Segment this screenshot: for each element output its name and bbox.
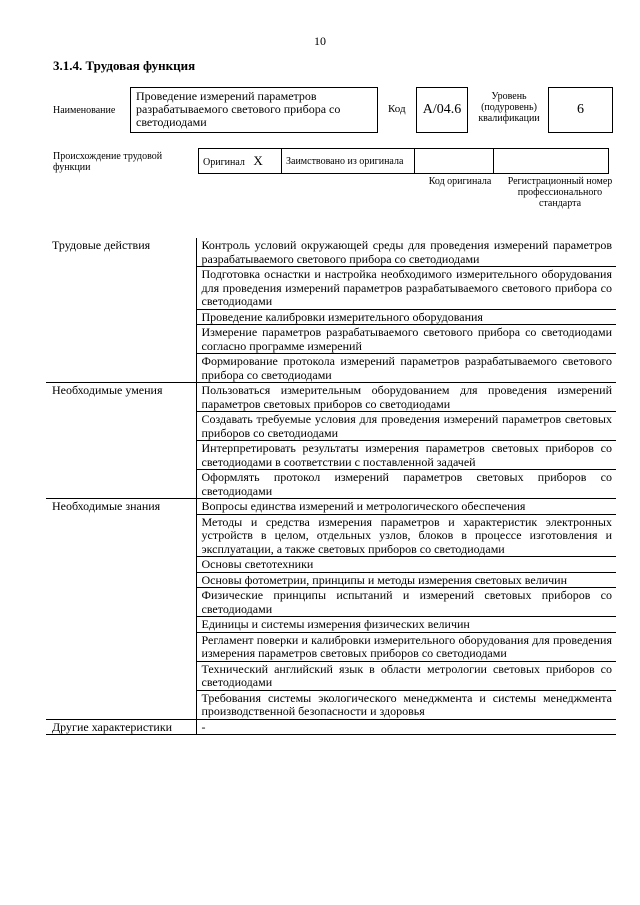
section-item: Подготовка оснастки и настройка необходимого измерительного оборудования для проведения измерений параметров разрабатываемого светового прибора со светодиодами: [196, 267, 616, 310]
section-item: Основы светотехники: [196, 557, 616, 573]
level-box: [548, 87, 613, 133]
section-item: Технический английский язык в области метрологии световых приборов со светодиодами: [196, 661, 616, 690]
level-value: 6: [577, 102, 584, 117]
section-item: Пользоваться измерительным оборудованием для проведения измерений параметров световых приборов со светодиодами: [196, 383, 616, 412]
section-item: Вопросы единства измерений и метрологического обеспечения: [196, 499, 616, 515]
section-item: Интерпретировать результаты измерения параметров световых приборов со светодиодами в соответствии с поставленной задачей: [196, 441, 616, 470]
code-value: А/04.6: [422, 102, 462, 117]
name-label: Наименование: [53, 105, 116, 116]
section-category: Необходимые знания: [46, 499, 196, 720]
section-category: Трудовые действия: [46, 238, 196, 383]
origin-table: [198, 148, 609, 174]
code-label: Код: [388, 103, 406, 115]
table-row: [46, 499, 616, 515]
function-details-table: [46, 238, 616, 735]
section-item: Методы и средства измерения параметров и характеристик электронных устройств в целом, отдельных узлов, блоков в процессе изготовления и эксплуатации, а также световых приборов со светодиодами: [196, 514, 616, 557]
section-item: Измерение параметров разрабатываемого светового прибора со светодиодами согласно программе измерений: [196, 325, 616, 354]
table-row: [46, 238, 616, 267]
section-category: Необходимые умения: [46, 383, 196, 499]
code-box: [416, 87, 468, 133]
section-title: 3.1.4. Трудовая функция: [53, 58, 196, 73]
section-category: Другие характеристики: [46, 719, 196, 735]
page-number: 10: [314, 34, 326, 48]
original-label: Оригинал: [203, 156, 245, 168]
section-item: Проведение калибровки измерительного оборудования: [196, 309, 616, 325]
section-item: Физические принципы испытаний и измерений световых приборов со светодиодами: [196, 588, 616, 617]
reg-number-cell: [494, 149, 609, 174]
section-item: Единицы и системы измерения физических величин: [196, 617, 616, 633]
origin-label: Происхождение трудовой функции: [53, 151, 163, 173]
section-item: Регламент поверки и калибровки измерительного оборудования для проведения измерения параметров световых приборов со светодиодами: [196, 632, 616, 661]
function-name-box: [130, 87, 378, 133]
original-cell: [199, 149, 282, 174]
reg-number-label: Регистрационный номер профессионального стандарта: [507, 176, 613, 209]
original-mark: X: [253, 152, 263, 168]
table-row: [46, 383, 616, 412]
section-item: Требования системы экологического менеджмента и системы менеджмента производственной безопасности и здоровья: [196, 690, 616, 719]
borrowed-cell: [282, 149, 415, 174]
section-item: Контроль условий окружающей среды для проведения измерений параметров разрабатываемого светового прибора со светодиодами: [196, 238, 616, 267]
code-original-cell: [415, 149, 494, 174]
table-row: [46, 719, 616, 735]
section-item: Формирование протокола измерений параметров разрабатываемого светового прибора со светодиодами: [196, 354, 616, 383]
code-original-label: Код оригинала: [428, 176, 492, 187]
borrowed-label: Заимствовано из оригинала: [286, 155, 404, 167]
level-label: Уровень (подуровень) квалификации: [478, 91, 540, 124]
section-item: -: [196, 719, 616, 735]
function-name: Проведение измерений параметров разрабатываемого светового прибора со светодиодами: [136, 89, 341, 129]
section-item: Основы фотометрии, принципы и методы измерения световых величин: [196, 572, 616, 588]
section-item: Оформлять протокол измерений параметров световых приборов со светодиодами: [196, 470, 616, 499]
section-item: Создавать требуемые условия для проведения измерений параметров световых приборов со светодиодами: [196, 412, 616, 441]
